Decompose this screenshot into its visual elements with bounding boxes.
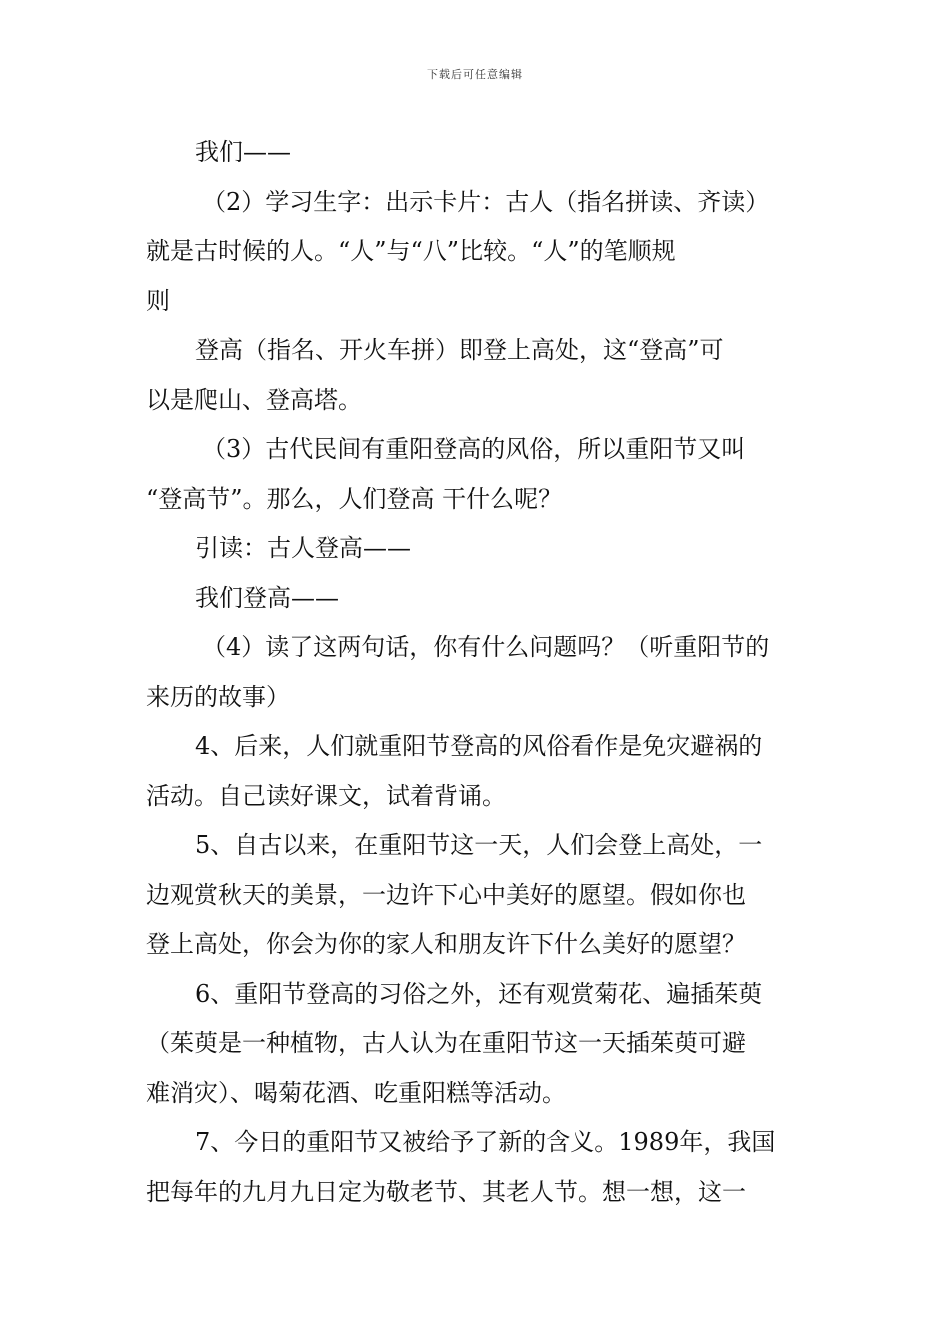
text-line: （4）读了这两句话，你有什么问题吗？（听重阳节的 xyxy=(202,633,770,661)
paragraph-4 xyxy=(146,425,810,524)
text-line: 7、今日的重阳节又被给予了新的含义。1989年，我国 xyxy=(195,1128,776,1156)
text-line: 难消灾）、喝菊花酒、吃重阳糕等活动。 xyxy=(146,1078,566,1107)
text-line: 4、后来，人们就重阳节登高的风俗看作是免灾避祸的 xyxy=(195,732,763,760)
text-line: 5、自古以来，在重阳节这一天，人们会登上高处，一 xyxy=(195,831,763,859)
paragraph-1 xyxy=(146,128,810,178)
text-line: 登上高处，你会为你的家人和朋友许下什么美好的愿望？ xyxy=(146,930,746,958)
text-line: 则 xyxy=(146,286,170,315)
text-line: 6、重阳节登高的习俗之外，还有观赏菊花、遍插茱萸 xyxy=(195,979,763,1008)
text-line: 登高（指名、开火车拼）即登上高处，这“登高”可 xyxy=(195,336,724,364)
text-line: 以是爬山、登高塔。 xyxy=(146,385,362,414)
paragraph-9 xyxy=(146,821,810,970)
text-line: 来历的故事） xyxy=(146,682,290,711)
text-line: 就是古时候的人。“人”与“八”比较。“人”的笔顺规 xyxy=(146,237,676,265)
paragraph-5 xyxy=(146,524,810,574)
text-line: （3）古代民间有重阳登高的风俗，所以重阳节又叫 xyxy=(202,435,746,463)
text-line: （茱萸是一种植物，古人认为在重阳节这一天插茱萸可避 xyxy=(146,1029,746,1057)
paragraph-6 xyxy=(146,574,810,624)
text-line: 我们—— xyxy=(195,138,291,166)
text-line: 边观赏秋天的美景，一边许下心中美好的愿望。假如你也 xyxy=(146,880,746,909)
text-line: 把每年的九月九日定为敬老节、其老人节。想一想，这一 xyxy=(146,1177,746,1206)
text-line: 活动。自己读好课文，试着背诵。 xyxy=(146,781,506,810)
text-line: （2）学习生字：出示卡片：古人（指名拼读、齐读） xyxy=(202,187,770,216)
document-body xyxy=(146,128,810,1217)
paragraph-11 xyxy=(146,1118,810,1217)
text-line: 引读：古人登高—— xyxy=(195,534,411,562)
paragraph-8 xyxy=(146,722,810,821)
paragraph-10 xyxy=(146,970,810,1119)
page-header: 下载后可任意编辑 xyxy=(427,68,523,81)
text-line: 我们登高—— xyxy=(195,583,339,612)
paragraph-2 xyxy=(146,178,810,327)
paragraph-7 xyxy=(146,623,810,722)
text-line: “登高节”。那么，人们登高 干什么呢？ xyxy=(146,484,563,513)
paragraph-3 xyxy=(146,326,810,425)
